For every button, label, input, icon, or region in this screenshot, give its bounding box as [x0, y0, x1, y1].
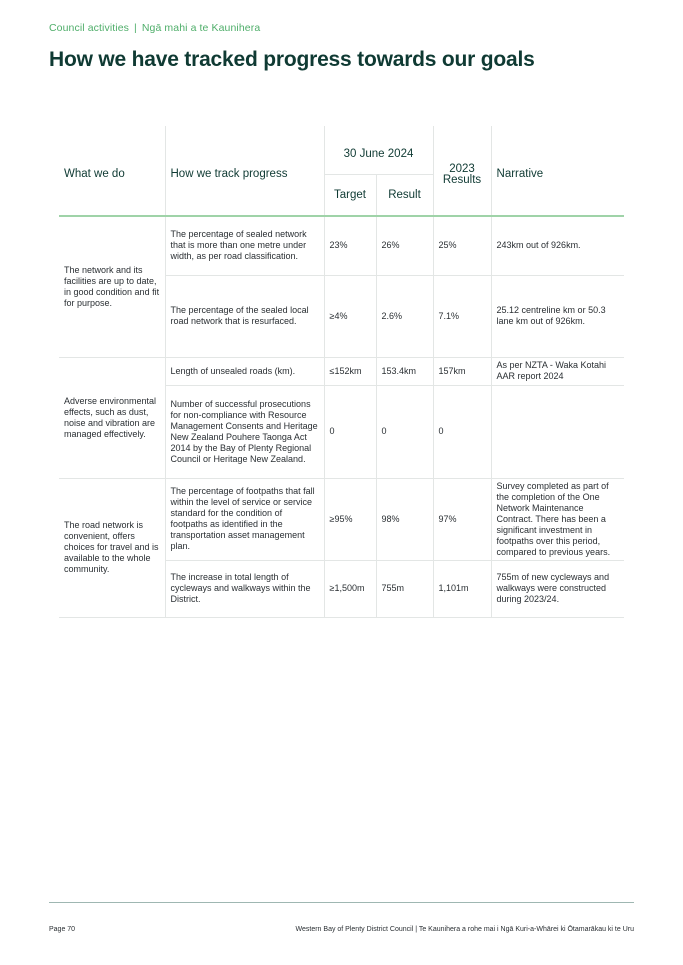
- breadcrumb: [49, 22, 260, 34]
- prior-cell: 25%: [433, 216, 491, 275]
- result-cell: 2.6%: [376, 275, 433, 357]
- target-cell: 23%: [324, 216, 376, 275]
- what-we-do-cell: Adverse environmental effects, such as dust, noise and vibration are managed effectively.: [59, 357, 165, 478]
- table-row: [59, 357, 624, 385]
- result-cell: 153.4km: [376, 357, 433, 385]
- header-period: 30 June 2024: [324, 126, 433, 175]
- narrative-cell: As per NZTA - Waka Kotahi AAR report 2024: [491, 357, 624, 385]
- target-cell: ≥1,500m: [324, 560, 376, 617]
- measure-cell: Length of unsealed roads (km).: [165, 357, 324, 385]
- target-cell: ≥95%: [324, 478, 376, 560]
- header-prior-results: 2023 Results: [433, 126, 491, 216]
- narrative-cell: 243km out of 926km.: [491, 216, 624, 275]
- page-title: How we have tracked progress towards our goals: [49, 48, 535, 71]
- target-cell: 0: [324, 385, 376, 478]
- result-cell: 755m: [376, 560, 433, 617]
- target-cell: ≤152km: [324, 357, 376, 385]
- breadcrumb-section-maori: Ngā mahi a te Kaunihera: [141, 22, 261, 34]
- result-cell: 98%: [376, 478, 433, 560]
- narrative-cell: [491, 385, 624, 478]
- narrative-cell: 25.12 centreline km or 50.3 lane km out of 926km.: [491, 275, 624, 357]
- header-narrative: Narrative: [491, 126, 624, 216]
- narrative-cell: Survey completed as part of the completion of the One Network Maintenance Contract. There has been a significant investment in footpaths over this period, compared to previous years.: [491, 478, 624, 560]
- publication-title: Western Bay of Plenty District Council | Te Kaunihera a rohe mai i Ngā Kuri-a-Whārei ki Ōtamarākau ki te Uru: [295, 926, 634, 933]
- progress-table: [59, 126, 624, 618]
- what-we-do-cell: The road network is convenient, offers choices for travel and is available to the whole community.: [59, 478, 165, 617]
- measure-cell: Number of successful prosecutions for non-compliance with Resource Management Consents and Heritage New Zealand Pouhere Taonga Act 2014 by the Bay of Plenty Regional Council or Heritage New Zealand.: [165, 385, 324, 478]
- header-how-we-track: How we track progress: [165, 126, 324, 216]
- breadcrumb-section: Council activities: [49, 22, 129, 34]
- what-we-do-cell: The network and its facilities are up to date, in good condition and fit for purpose.: [59, 216, 165, 357]
- result-cell: 0: [376, 385, 433, 478]
- measure-cell: The percentage of sealed network that is more than one metre under width, as per road classification.: [165, 216, 324, 275]
- prior-cell: 97%: [433, 478, 491, 560]
- table-row: [59, 216, 624, 275]
- prior-cell: 157km: [433, 357, 491, 385]
- header-what-we-do: What we do: [59, 126, 165, 216]
- footer-divider: [49, 902, 634, 903]
- breadcrumb-separator: |: [134, 22, 137, 34]
- result-cell: 26%: [376, 216, 433, 275]
- prior-cell: 0: [433, 385, 491, 478]
- measure-cell: The percentage of the sealed local road network that is resurfaced.: [165, 275, 324, 357]
- header-result: Result: [376, 175, 433, 217]
- measure-cell: The percentage of footpaths that fall within the level of service or service standard for the condition of footpaths as identified in the transportation asset management plan.: [165, 478, 324, 560]
- header-target: Target: [324, 175, 376, 217]
- measure-cell: The increase in total length of cycleways and walkways within the District.: [165, 560, 324, 617]
- table-row: [59, 478, 624, 560]
- page-number: Page 70: [49, 926, 76, 933]
- target-cell: ≥4%: [324, 275, 376, 357]
- prior-cell: 1,101m: [433, 560, 491, 617]
- prior-cell: 7.1%: [433, 275, 491, 357]
- narrative-cell: 755m of new cycleways and walkways were constructed during 2023/24.: [491, 560, 624, 617]
